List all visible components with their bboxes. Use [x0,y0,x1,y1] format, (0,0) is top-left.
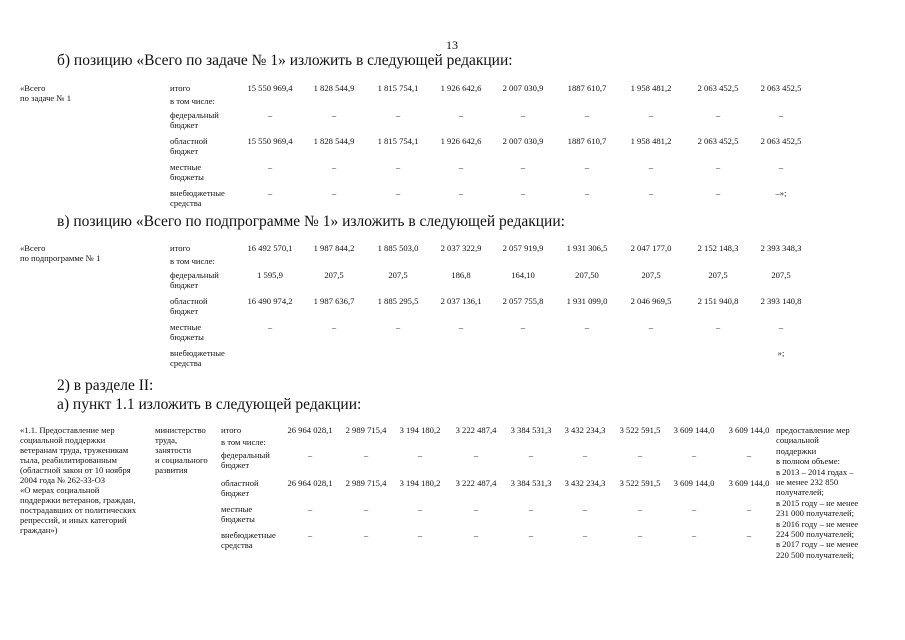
row-name-line: репрессий, и иных категорий [20,515,127,525]
table-cell: 2 151 940,8 [697,296,739,306]
row-label: бюджет [221,488,250,498]
row-label: федеральный [170,270,219,280]
table-cell: – [528,530,534,540]
table-cell: 26 964 028,1 [287,478,333,488]
table-cell: – [520,188,526,198]
table-cell: – [417,530,423,540]
executor-line: и социального [155,455,208,465]
table-cell: – [528,450,534,460]
row-label: бюджеты [170,332,204,342]
row-label: бюджет [170,120,199,130]
row-name-line: 2004 года № 262-33-ОЗ [20,475,106,485]
table-cell: – [363,504,369,514]
heading-b: б) позицию «Всего по задаче № 1» изложить в следующей редакции: [57,52,513,69]
table-cell: 2 046 969,5 [630,296,672,306]
table-cell: 2 057 919,9 [502,243,544,253]
table-cell: – [691,530,697,540]
table-cell: – [458,110,464,120]
table-cell: – [331,110,337,120]
table-cell: 1 828 544,9 [313,136,355,146]
table-cell: 2 063 452,5 [697,136,739,146]
heading-a: а) пункт 1.1 изложить в следующей редакции: [57,396,362,413]
row-name-line: по подпрограмме № 1 [20,253,101,263]
row-label: итого [170,243,191,253]
table-cell: 3 609 144,0 [728,478,770,488]
table-cell: – [417,450,423,460]
table-cell: 3 432 234,3 [564,425,606,435]
table-cell: – [331,188,337,198]
table-cell: 16 492 570,1 [247,243,293,253]
table-cell: – [637,450,643,460]
table-cell: – [473,504,479,514]
table-cell: – [715,162,721,172]
table-cell: – [520,162,526,172]
table-cell: 1 828 544,9 [313,83,355,93]
row-label: местные [170,162,202,172]
table-cell: 1 815 754,1 [377,136,419,146]
table-cell: – [395,162,401,172]
row-name-line: ветеранам труда, труженикам [20,445,129,455]
table-cell: 2 057 755,8 [502,296,544,306]
result-line: 220 500 получателей; [776,549,855,560]
table-cell: 3 222 487,4 [455,425,497,435]
result-line: 224 500 получателей; [776,529,855,539]
table-cell: 207,5 [641,270,661,280]
table-cell: 2 007 030,9 [502,83,544,93]
table-cell: – [363,450,369,460]
row-label: бюджеты [170,172,204,182]
table-cell: – [648,188,654,198]
row-name-line: «Всего [20,243,46,253]
table-cell: – [473,530,479,540]
table-cell: 2 037 136,1 [440,296,482,306]
executor-line: министерство [155,425,206,435]
table-cell: 1 987 636,7 [313,296,355,306]
row-name-line: тыла, реабилитированным [20,455,117,465]
heading-section-2: 2) в разделе II: [57,377,154,394]
table-cell: 15 550 969,4 [247,83,293,93]
table-cell: – [778,110,784,120]
table-cell: 2 989 715,4 [345,425,387,435]
table-cell: 3 609 144,0 [673,478,715,488]
table-cell: – [307,450,313,460]
row-label: бюджет [170,146,199,156]
row-label: итого [170,83,191,93]
row-name-line: «1.1. Предоставление мер [20,425,115,435]
row-label: областной [221,478,259,488]
table-cell: 1 958 481,2 [630,136,672,146]
row-label: федеральный [221,450,270,460]
row-label: средства [170,198,202,208]
table-cell: – [584,322,590,332]
table-cell: 1 987 844,2 [313,243,355,253]
table-cell: 3 384 531,3 [510,425,552,435]
result-line: получателей; [776,487,824,498]
table-cell: – [746,530,752,540]
table-cell: 186,8 [451,270,471,280]
table-cell: »; [777,348,785,358]
result-line: предоставление мер [776,425,850,435]
table-cell: 3 522 591,5 [619,478,661,488]
row-name-line: «О мерах социальной [20,485,100,495]
table-cell: – [582,530,588,540]
row-label: в том числе: [170,256,215,266]
table-cell: – [395,188,401,198]
table-cell: – [715,188,721,198]
table-cell: – [267,162,273,172]
row-label: итого [221,425,242,435]
table-cell: 3 194 180,2 [399,425,441,435]
table-cell: 1 595,9 [257,270,283,280]
table-cell: – [648,162,654,172]
table-cell: – [582,450,588,460]
table-cell: 207,5 [324,270,344,280]
heading-v: в) позицию «Всего по подпрограмме № 1» изложить в следующей редакции: [57,213,565,230]
table-cell: – [637,504,643,514]
executor-line: занятости [155,445,192,455]
table-cell: – [473,450,479,460]
table-cell: – [715,322,721,332]
result-line: поддержки [776,445,817,456]
row-name-line: (областной закон от 10 ноября [20,465,131,475]
table-cell: 1 926 642,6 [440,83,482,93]
table-cell: 1887 610,7 [567,136,607,146]
table-cell: 2 037 322,9 [440,243,482,253]
table-cell: 1 885 503,0 [377,243,419,253]
row-label: местные [221,504,253,514]
table-cell: – [584,188,590,198]
table-cell: 2 393 140,8 [760,296,802,306]
table-cell: – [307,504,313,514]
row-name-line: граждан») [20,525,58,535]
result-line: в 2016 году – не менее [776,518,859,529]
table-cell: – [363,530,369,540]
table-cell: 1887 610,7 [567,83,607,93]
row-label: бюджет [221,460,250,470]
executor-line: труда, [155,435,178,445]
row-name-line: поддержки ветеранов, граждан, [20,495,136,505]
result-line: социальной [776,435,819,446]
table-cell: 1 885 295,5 [377,296,419,306]
table-cell: – [528,504,534,514]
table-cell: 207,5 [771,270,791,280]
result-line: в 2015 году – не менее [776,497,859,508]
row-label: местные [170,322,202,332]
table-cell: 3 522 591,5 [619,425,661,435]
table-cell: – [584,162,590,172]
table-cell: – [267,110,273,120]
table-cell: 2 989 715,4 [345,478,387,488]
result-line: в 2013 – 2014 годах – [776,466,854,477]
row-label: внебюджетные [170,188,225,198]
table-cell: 3 384 531,3 [510,478,552,488]
row-label: внебюджетные [221,530,276,540]
row-name-line: социальной поддержки [20,435,106,445]
table-cell: – [715,110,721,120]
table-cell: 2 063 452,5 [760,83,802,93]
table-cell: – [520,110,526,120]
table-cell: 1 931 306,5 [566,243,608,253]
table-cell: 16 490 974,2 [247,296,293,306]
table-cell: – [307,530,313,540]
table-cell: 1 931 099,0 [566,296,608,306]
table-cell: – [458,188,464,198]
row-name-line: «Всего [20,83,46,93]
table-cell: – [778,162,784,172]
table-cell: – [584,110,590,120]
table-cell: 2 152 148,3 [697,243,739,253]
row-label: в том числе: [221,437,266,447]
table-cell: – [417,504,423,514]
table-cell: – [458,162,464,172]
result-line: 231 000 получателей; [776,508,855,519]
table-cell: – [582,504,588,514]
table-cell: – [520,322,526,332]
table-cell: 2 063 452,5 [760,136,802,146]
table-cell: – [691,450,697,460]
table-cell: – [648,110,654,120]
table-cell: – [395,110,401,120]
table-cell: – [637,530,643,540]
table-cell: – [267,322,273,332]
row-label: в том числе: [170,96,215,106]
table-cell: 2 063 452,5 [697,83,739,93]
row-label: областной [170,296,208,306]
table-cell: –»; [775,188,787,198]
row-name-line: пострадавших от политических [20,505,137,515]
table-cell: – [458,322,464,332]
table-cell: – [267,188,273,198]
table-cell: 1 926 642,6 [440,136,482,146]
page-number: 13 [446,38,458,52]
table-cell: – [691,504,697,514]
table-cell: 1 815 754,1 [377,83,419,93]
table-cell: – [331,162,337,172]
table-cell: 207,5 [708,270,728,280]
table-cell: 2 393 348,3 [760,243,802,253]
table-cell: – [395,322,401,332]
table-cell: – [331,322,337,332]
result-line: в 2017 году – не менее [776,539,859,550]
table-cell: – [648,322,654,332]
row-label: областной [170,136,208,146]
table-cell: 3 609 144,0 [728,425,770,435]
table-cell: 26 964 028,1 [287,425,333,435]
table-cell: 2 007 030,9 [502,136,544,146]
table-cell: 15 550 969,4 [247,136,293,146]
table-cell: – [746,504,752,514]
row-label: бюджет [170,280,199,290]
table-cell: 1 958 481,2 [630,83,672,93]
table-cell: 207,5 [388,270,408,280]
result-line: не менее 232 850 [776,477,839,487]
table-cell: 2 047 177,0 [630,243,672,253]
row-name-line: по задаче № 1 [20,93,72,103]
table-cell: – [746,450,752,460]
result-line: в полном объеме: [776,456,840,467]
table-cell: 207,50 [575,270,599,280]
row-label: федеральный [170,110,219,120]
table-cell: 3 194 180,2 [399,478,441,488]
table-cell: – [778,322,784,332]
executor-line: развития [155,465,188,475]
row-label: бюджет [170,306,199,316]
table-cell: 164,10 [511,270,535,280]
row-label: средства [221,540,253,550]
row-label: бюджеты [221,514,255,524]
table-cell: 3 222 487,4 [455,478,497,488]
table-cell: 3 432 234,3 [564,478,606,488]
table-cell: 3 609 144,0 [673,425,715,435]
row-label: внебюджетные [170,348,225,358]
row-label: средства [170,358,202,368]
